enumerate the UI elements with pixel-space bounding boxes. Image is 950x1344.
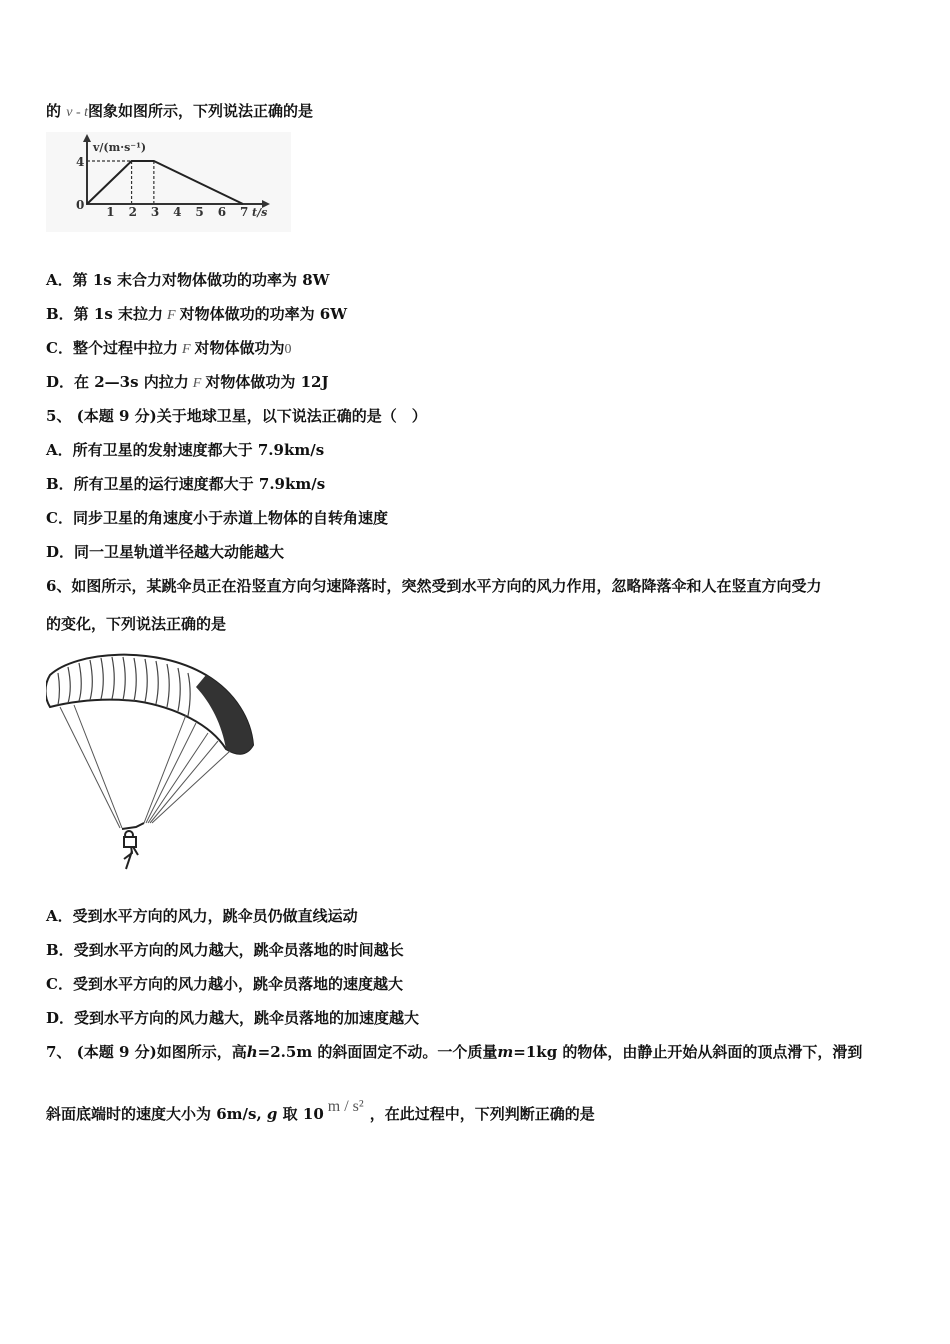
- q4-option-c-pre: C．整个过程中拉力: [46, 339, 178, 357]
- q7-line2-part-a: 斜面底端时的速度大小为 6m/s,: [46, 1105, 262, 1123]
- q7-height-symbol: h: [246, 1043, 258, 1061]
- y-axis-label: v/(m·s⁻¹): [93, 141, 147, 154]
- q4-stem-math: v - t: [66, 105, 89, 120]
- q4-option-a: A．第 1s 末合力对物体做功的功率为 8W: [46, 271, 330, 289]
- q7-line1-part-a: 7、 (本题 9 分)如图所示，高: [46, 1043, 247, 1061]
- q5-option-c: C．同步卫星的角速度小于赤道上物体的自转角速度: [46, 509, 388, 527]
- q5-option-a: A．所有卫星的发射速度都大于 7.9km/s: [46, 441, 325, 459]
- q7-line1-part-b: =2.5m 的斜面固定不动。一个质量: [257, 1043, 498, 1061]
- x-tick-label-2: 2: [128, 205, 137, 219]
- q6-option-c: C．受到水平方向的风力越小，跳伞员落地的速度越大: [46, 975, 403, 993]
- q6-stem-line2: 的变化，下列说法正确的是: [46, 615, 227, 633]
- q4-stem-prefix: 的: [46, 102, 62, 120]
- q7-line2-part-c: ，在此过程中，下列判断正确的是: [369, 1105, 595, 1123]
- y-tick-label: 4: [76, 155, 85, 169]
- x-tick-label-3: 3: [150, 205, 160, 219]
- q4-stem: [46, 101, 313, 123]
- q4-option-b-pre: B．第 1s 末拉力: [46, 305, 164, 323]
- q4-option-b: [46, 304, 347, 326]
- q4-option-c-value: 0: [284, 342, 292, 357]
- q4-option-c-post: 对物体做功为: [194, 339, 285, 357]
- q4-option-c-math: F: [181, 342, 191, 357]
- q7-stem-line1: [46, 1042, 862, 1062]
- q4-option-b-math: F: [167, 308, 176, 323]
- x-tick-label-7: 7: [240, 205, 249, 219]
- q7-gravity-symbol: g: [266, 1105, 278, 1123]
- q4-option-d-post: 对物体做功为 12J: [205, 373, 329, 391]
- q6-option-b: B．受到水平方向的风力越大，跳伞员落地的时间越长: [46, 941, 404, 959]
- q5-option-b: B．所有卫星的运行速度都大于 7.9km/s: [46, 475, 326, 493]
- paraglider-illustration: [46, 645, 258, 873]
- q6-option-d: D．受到水平方向的风力越大，跳伞员落地的加速度越大: [46, 1009, 420, 1027]
- q7-line2-part-b: 取 10: [282, 1105, 324, 1123]
- x-tick-label-5: 5: [195, 205, 204, 219]
- q7-accel-unit: m / s²: [327, 1098, 364, 1115]
- x-tick-label-1: 1: [106, 205, 115, 219]
- x-tick-label-4: 4: [173, 205, 182, 219]
- q4-option-d-pre: D．在 2—3s 内拉力: [46, 373, 189, 391]
- x-axis-label: t/s: [252, 206, 268, 219]
- vt-graph: [46, 132, 291, 232]
- q5-option-d: D．同一卫星轨道半径越大动能越大: [46, 543, 285, 561]
- x-tick-label-6: 6: [217, 205, 227, 219]
- q4-option-d: [46, 372, 329, 394]
- q6-stem-line1: 6、如图所示，某跳伞员正在沿竖直方向匀速降落时，突然受到水平方向的风力作用，忽略降落伞和人在竖直方向受力: [46, 577, 822, 595]
- q7-line1-part-c: =1kg 的物体，由静止开始从斜面的顶点滑下，滑到: [513, 1043, 863, 1061]
- q7-mass-symbol: m: [497, 1043, 514, 1061]
- q4-option-b-post: 对物体做功的功率为 6W: [179, 305, 348, 323]
- q5-stem: 5、 (本题 9 分)关于地球卫星，以下说法正确的是（ ）: [46, 407, 427, 425]
- q4-option-d-math: F: [192, 376, 202, 391]
- q6-option-a: A．受到水平方向的风力，跳伞员仍做直线运动: [46, 907, 358, 925]
- pilot-figure: [122, 823, 144, 869]
- q4-stem-suffix: 图象如图所示，下列说法正确的是: [88, 102, 314, 120]
- q4-option-c: [46, 338, 292, 360]
- origin-label: 0: [76, 198, 85, 212]
- q7-stem-line2: [46, 1098, 595, 1125]
